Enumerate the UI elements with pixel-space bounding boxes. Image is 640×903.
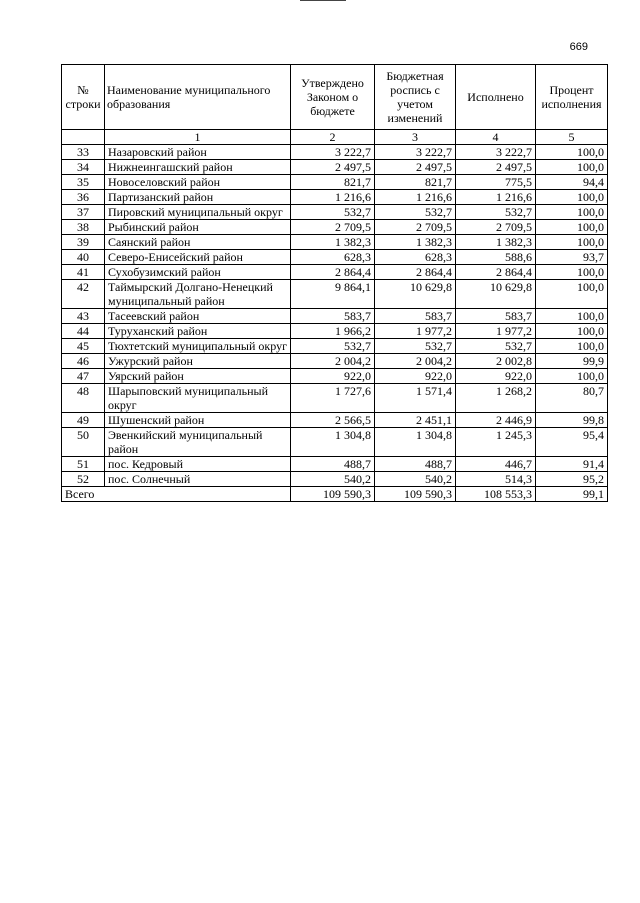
row-number: 42 xyxy=(62,280,105,309)
municipality-name: пос. Кедровый xyxy=(105,457,291,472)
header-municipality-name: Наименование муниципального образования xyxy=(105,65,291,130)
municipality-name: Эвенкийский муниципальный район xyxy=(105,428,291,457)
table-row xyxy=(62,413,608,428)
row-number: 49 xyxy=(62,413,105,428)
total-row xyxy=(62,487,608,502)
executed-value: 583,7 xyxy=(456,309,536,324)
row-number: 39 xyxy=(62,235,105,250)
approved-value: 2 864,4 xyxy=(291,265,375,280)
column-number-empty xyxy=(62,130,105,145)
approved-value: 1 304,8 xyxy=(291,428,375,457)
total-percent: 99,1 xyxy=(536,487,608,502)
approved-value: 2 004,2 xyxy=(291,354,375,369)
municipality-name: Назаровский район xyxy=(105,145,291,160)
municipality-name: Ужурский район xyxy=(105,354,291,369)
table-row xyxy=(62,280,608,309)
revised-value: 1 977,2 xyxy=(375,324,456,339)
executed-value: 1 245,3 xyxy=(456,428,536,457)
row-number: 48 xyxy=(62,384,105,413)
column-number: 2 xyxy=(291,130,375,145)
row-number: 36 xyxy=(62,190,105,205)
approved-value: 821,7 xyxy=(291,175,375,190)
revised-value: 2 497,5 xyxy=(375,160,456,175)
table-row xyxy=(62,369,608,384)
table-row xyxy=(62,190,608,205)
percent-value: 100,0 xyxy=(536,190,608,205)
municipality-name: Таймырский Долгано-Ненецкий муниципальный район xyxy=(105,280,291,309)
header-percent: Процент исполнения xyxy=(536,65,608,130)
revised-value: 628,3 xyxy=(375,250,456,265)
table-row xyxy=(62,235,608,250)
municipality-name: Шушенский район xyxy=(105,413,291,428)
municipality-name: Нижнеингашский район xyxy=(105,160,291,175)
header-row xyxy=(62,65,608,130)
row-number: 46 xyxy=(62,354,105,369)
revised-value: 488,7 xyxy=(375,457,456,472)
percent-value: 93,7 xyxy=(536,250,608,265)
table-row xyxy=(62,472,608,487)
executed-value: 1 382,3 xyxy=(456,235,536,250)
revised-value: 1 304,8 xyxy=(375,428,456,457)
row-number: 44 xyxy=(62,324,105,339)
executed-value: 514,3 xyxy=(456,472,536,487)
revised-value: 1 571,4 xyxy=(375,384,456,413)
percent-value: 100,0 xyxy=(536,324,608,339)
table-row xyxy=(62,160,608,175)
percent-value: 100,0 xyxy=(536,309,608,324)
row-number: 51 xyxy=(62,457,105,472)
page-number: 669 xyxy=(569,41,588,53)
header-approved: Утверждено Законом о бюджете xyxy=(291,65,375,130)
revised-value: 2 709,5 xyxy=(375,220,456,235)
approved-value: 532,7 xyxy=(291,339,375,354)
municipality-name: Рыбинский район xyxy=(105,220,291,235)
table-row xyxy=(62,428,608,457)
row-number: 33 xyxy=(62,145,105,160)
municipality-name: Тасеевский район xyxy=(105,309,291,324)
table-row xyxy=(62,145,608,160)
approved-value: 2 566,5 xyxy=(291,413,375,428)
row-number: 34 xyxy=(62,160,105,175)
header-executed: Исполнено xyxy=(456,65,536,130)
percent-value: 80,7 xyxy=(536,384,608,413)
approved-value: 488,7 xyxy=(291,457,375,472)
municipality-name: Партизанский район xyxy=(105,190,291,205)
row-number: 43 xyxy=(62,309,105,324)
municipality-name: Саянский район xyxy=(105,235,291,250)
percent-value: 94,4 xyxy=(536,175,608,190)
column-number: 1 xyxy=(105,130,291,145)
municipality-name: Пировский муниципальный округ xyxy=(105,205,291,220)
approved-value: 3 222,7 xyxy=(291,145,375,160)
column-numbers-row xyxy=(62,130,608,145)
executed-value: 2 709,5 xyxy=(456,220,536,235)
header-row-number: № строки xyxy=(62,65,105,130)
revised-value: 1 216,6 xyxy=(375,190,456,205)
table-row xyxy=(62,265,608,280)
approved-value: 540,2 xyxy=(291,472,375,487)
table-row xyxy=(62,339,608,354)
column-number: 4 xyxy=(456,130,536,145)
percent-value: 95,2 xyxy=(536,472,608,487)
approved-value: 1 216,6 xyxy=(291,190,375,205)
column-number: 3 xyxy=(375,130,456,145)
total-label: Всего xyxy=(62,487,291,502)
table-body xyxy=(62,145,608,487)
top-rule xyxy=(300,0,346,1)
total-executed: 108 553,3 xyxy=(456,487,536,502)
table-row xyxy=(62,250,608,265)
revised-value: 1 382,3 xyxy=(375,235,456,250)
table-row xyxy=(62,384,608,413)
row-number: 38 xyxy=(62,220,105,235)
table-row xyxy=(62,175,608,190)
revised-value: 821,7 xyxy=(375,175,456,190)
approved-value: 2 709,5 xyxy=(291,220,375,235)
approved-value: 2 497,5 xyxy=(291,160,375,175)
column-number: 5 xyxy=(536,130,608,145)
percent-value: 100,0 xyxy=(536,160,608,175)
row-number: 37 xyxy=(62,205,105,220)
percent-value: 100,0 xyxy=(536,235,608,250)
executed-value: 532,7 xyxy=(456,339,536,354)
table-row xyxy=(62,457,608,472)
municipality-name: Туруханский район xyxy=(105,324,291,339)
executed-value: 2 446,9 xyxy=(456,413,536,428)
percent-value: 100,0 xyxy=(536,369,608,384)
percent-value: 100,0 xyxy=(536,339,608,354)
approved-value: 628,3 xyxy=(291,250,375,265)
approved-value: 532,7 xyxy=(291,205,375,220)
executed-value: 588,6 xyxy=(456,250,536,265)
row-number: 50 xyxy=(62,428,105,457)
budget-execution-table xyxy=(61,64,608,502)
executed-value: 922,0 xyxy=(456,369,536,384)
municipality-name: Сухобузимский район xyxy=(105,265,291,280)
table-row xyxy=(62,309,608,324)
percent-value: 91,4 xyxy=(536,457,608,472)
approved-value: 9 864,1 xyxy=(291,280,375,309)
row-number: 52 xyxy=(62,472,105,487)
percent-value: 100,0 xyxy=(536,220,608,235)
total-revised: 109 590,3 xyxy=(375,487,456,502)
header-revised: Бюджетная роспись с учетом изменений xyxy=(375,65,456,130)
executed-value: 2 497,5 xyxy=(456,160,536,175)
table-row xyxy=(62,220,608,235)
executed-value: 1 216,6 xyxy=(456,190,536,205)
revised-value: 2 864,4 xyxy=(375,265,456,280)
percent-value: 99,8 xyxy=(536,413,608,428)
municipality-name: Тюхтетский муниципальный округ xyxy=(105,339,291,354)
executed-value: 1 977,2 xyxy=(456,324,536,339)
table-row xyxy=(62,205,608,220)
municipality-name: пос. Солнечный xyxy=(105,472,291,487)
revised-value: 583,7 xyxy=(375,309,456,324)
percent-value: 95,4 xyxy=(536,428,608,457)
percent-value: 100,0 xyxy=(536,205,608,220)
revised-value: 532,7 xyxy=(375,205,456,220)
revised-value: 532,7 xyxy=(375,339,456,354)
revised-value: 2 004,2 xyxy=(375,354,456,369)
row-number: 40 xyxy=(62,250,105,265)
percent-value: 100,0 xyxy=(536,280,608,309)
executed-value: 532,7 xyxy=(456,205,536,220)
municipality-name: Уярский район xyxy=(105,369,291,384)
executed-value: 446,7 xyxy=(456,457,536,472)
revised-value: 2 451,1 xyxy=(375,413,456,428)
executed-value: 1 268,2 xyxy=(456,384,536,413)
executed-value: 775,5 xyxy=(456,175,536,190)
executed-value: 2 002,8 xyxy=(456,354,536,369)
row-number: 47 xyxy=(62,369,105,384)
approved-value: 922,0 xyxy=(291,369,375,384)
row-number: 45 xyxy=(62,339,105,354)
approved-value: 583,7 xyxy=(291,309,375,324)
percent-value: 100,0 xyxy=(536,265,608,280)
table-row xyxy=(62,354,608,369)
revised-value: 922,0 xyxy=(375,369,456,384)
municipality-name: Северо-Енисейский район xyxy=(105,250,291,265)
municipality-name: Новоселовский район xyxy=(105,175,291,190)
municipality-name: Шарыповский муниципальный округ xyxy=(105,384,291,413)
approved-value: 1 382,3 xyxy=(291,235,375,250)
row-number: 35 xyxy=(62,175,105,190)
executed-value: 2 864,4 xyxy=(456,265,536,280)
executed-value: 3 222,7 xyxy=(456,145,536,160)
executed-value: 10 629,8 xyxy=(456,280,536,309)
percent-value: 99,9 xyxy=(536,354,608,369)
total-approved: 109 590,3 xyxy=(291,487,375,502)
percent-value: 100,0 xyxy=(536,145,608,160)
approved-value: 1 966,2 xyxy=(291,324,375,339)
revised-value: 540,2 xyxy=(375,472,456,487)
approved-value: 1 727,6 xyxy=(291,384,375,413)
row-number: 41 xyxy=(62,265,105,280)
table-row xyxy=(62,324,608,339)
revised-value: 3 222,7 xyxy=(375,145,456,160)
revised-value: 10 629,8 xyxy=(375,280,456,309)
